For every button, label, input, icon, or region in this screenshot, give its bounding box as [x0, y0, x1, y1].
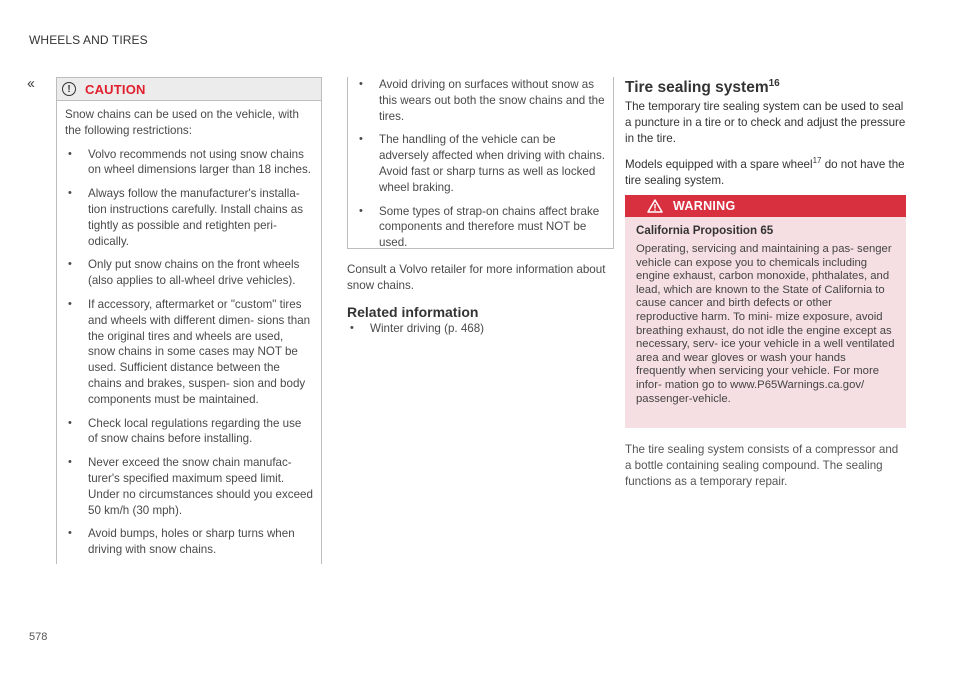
caution-intro: Snow chains can be used on the vehicle, with the following restrictions:	[65, 108, 299, 137]
footnote-ref: 17	[812, 156, 822, 165]
warning-text: Operating, servicing and maintaining a pas- senger vehicle can expose you to chemicals including engine exhaust, carbon monoxide, phthalates, and lead, which are known to the State of California to cause cancer and birth defects or other reproductive harm. To mini- mize exposure, avoid breathing exhaust, do not idle the engine except as necessary, serv- ice your vehicle in a well ventilated area and wear gloves or wash your hands frequently when servicing your vehicle. For more infor- mation go to www.P65Warnings.ca.gov/ passenger-vehicle.	[636, 243, 895, 405]
caution-item: • If accessory, aftermarket or "custom" tires and wheels with different dimen- sions than the original tires and wheels are used, snow chains in some cases may NOT be used. Sufficient distance between the chains and brakes, suspen- sion and body components must be maintained.	[65, 297, 313, 408]
caution-item: • The handling of the vehicle can be adversely affected when driving with chains. Avoid fast or sharp turns as well as locked wheel braking.	[356, 132, 605, 195]
warning-subtitle: California Proposition 65	[636, 224, 774, 237]
retailer-note: Consult a Volvo retailer for more information about snow chains.	[347, 263, 606, 292]
caution-item: • Always follow the manufacturer's installa- tion instructions carefully. Install chains as tightly as possible and retighten peri- odically.	[65, 186, 313, 249]
caution-continued-box	[347, 77, 614, 249]
caution-box	[56, 77, 322, 564]
caution-item: • Only put snow chains on the front wheels (also applies to all-wheel drive vehicles).	[65, 257, 313, 289]
caution-item: • Check local regulations regarding the use of snow chains before installing.	[65, 416, 313, 448]
tire-sealing-description: The tire sealing system consists of a compressor and a bottle containing sealing compound. The sealing functions as a temporary repair.	[625, 443, 899, 488]
warning-box	[625, 195, 906, 428]
caution-title: CAUTION	[85, 81, 146, 97]
warning-header	[625, 195, 906, 217]
warning-title: WARNING	[673, 199, 736, 213]
section-header: WHEELS AND TIRES	[29, 33, 148, 47]
back-chevron-icon[interactable]: ‹‹	[27, 75, 33, 92]
caution-item: • Avoid driving on surfaces without snow as this wears out both the snow chains and the tires.	[356, 77, 605, 124]
related-heading: Related information	[347, 304, 479, 320]
tire-sealing-intro: The temporary tire sealing system can be used to seal a puncture in a tire or to check and adjust the pressure in the tire.	[625, 100, 906, 145]
caution-item: • Volvo recommends not using snow chains on wheel dimensions larger than 18 inches.	[65, 147, 313, 179]
footnote-ref: 16	[768, 78, 780, 89]
tire-sealing-title: Tire sealing system$^{16}$	[625, 78, 780, 97]
caution-continued-list	[356, 77, 605, 251]
warning-triangle-icon	[647, 199, 663, 213]
related-list	[347, 321, 612, 337]
caution-item: • Some types of strap-on chains affect brake components and therefore must NOT be used.	[356, 204, 605, 251]
caution-item: • Avoid bumps, holes or sharp turns when driving with snow chains.	[65, 526, 313, 558]
caution-list	[65, 147, 313, 558]
caution-item: • Never exceed the snow chain manufac- turer's specified maximum speed limit. Under no circumstances should you exceed 50 km/h (30 mph).	[65, 455, 313, 518]
spare-wheel-note: Models equipped with a spare wheel$^{17}$ do not have the tire sealing system.	[625, 156, 905, 187]
page-number: 578	[29, 631, 48, 643]
related-link-winter-driving[interactable]: • Winter driving (p. 468)	[347, 321, 612, 337]
exclamation-circle-icon: !	[62, 82, 76, 96]
caution-header	[57, 77, 321, 101]
